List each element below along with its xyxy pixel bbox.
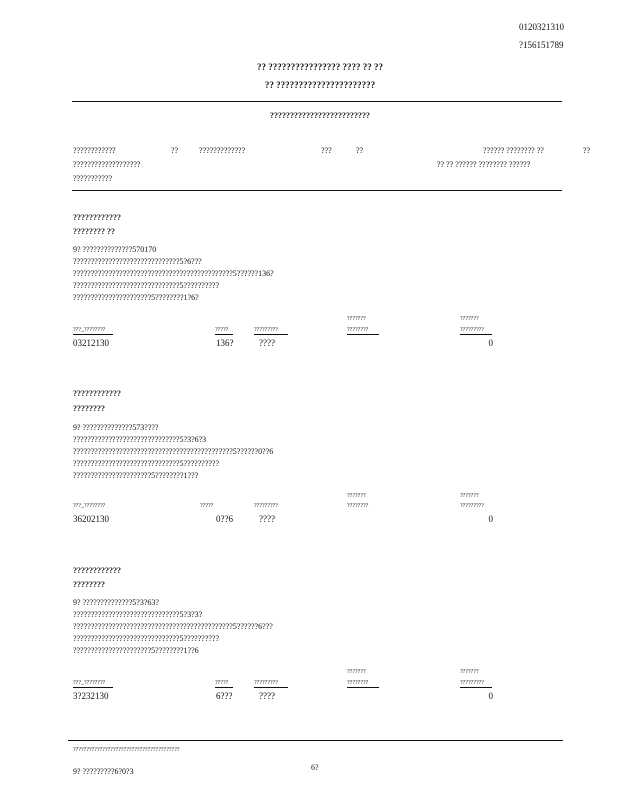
info-divider: [72, 190, 562, 191]
section-subheading: ????????: [73, 404, 105, 413]
info-line-2-right: ?? ?? ?????? ???????? ??????: [437, 160, 531, 169]
table-cell: 3?232130: [73, 691, 109, 701]
column-header: ???_????????: [73, 503, 106, 509]
info-label-2: ??: [171, 146, 179, 155]
info-label-1: ????????????: [73, 146, 116, 155]
column-header: ?????????: [254, 326, 288, 335]
section-heading: ????????????: [73, 566, 121, 575]
table-cell: 6???: [216, 691, 233, 701]
table-cell: 0: [488, 514, 493, 524]
section-line: ??????????????????????????????5??????????: [73, 459, 220, 468]
column-header: ?????: [215, 679, 233, 688]
section-line: ?????????????????????????????????????????????5??????136?: [73, 269, 274, 278]
footer-divider: [68, 740, 563, 741]
section-subheading: ???????? ??: [73, 227, 115, 236]
column-header-top: ???????: [347, 493, 366, 499]
section-line: 9? ??????????????5?3?63?: [73, 598, 159, 607]
table-cell: ????: [259, 691, 275, 701]
table-cell: 0??6: [216, 514, 233, 524]
section-heading: ????????????: [73, 389, 121, 398]
info-line-2: ???????????????????: [73, 160, 141, 169]
section-line: ??????????????????????5????????1?6?: [73, 293, 199, 302]
title-line-2: ?? ??????????????????????: [264, 80, 376, 90]
section-line: ??????????????????????????????5?3?6?3: [73, 435, 207, 444]
column-header-top: ???????: [347, 669, 366, 675]
column-header-top: ???????: [347, 316, 366, 322]
section-line: ??????????????????????5????????1??6: [73, 646, 199, 655]
section-line: 9? ??????????????570170: [73, 245, 157, 254]
section-line: 9? ??????????????573????: [73, 423, 159, 432]
table-cell: 03212130: [73, 338, 109, 348]
info-label-5: ??: [356, 146, 364, 155]
column-header: ???_????????: [73, 326, 113, 335]
section-line: ??????????????????????????????5??????????: [73, 634, 220, 643]
title-line-1: ?? ???????????????? ???? ?? ??: [257, 62, 383, 72]
column-header: ?????????: [254, 679, 288, 688]
title-divider: [72, 101, 562, 102]
section-heading: ????????????: [73, 213, 121, 222]
column-header: ?????: [200, 503, 214, 509]
column-header: ?????????: [460, 503, 484, 509]
section-line: ??????????????????????????????5?6???: [73, 257, 202, 266]
column-header: ?????????: [254, 503, 278, 509]
table-cell: 0: [488, 338, 493, 348]
page-number: 6?: [311, 763, 319, 772]
footer-note: ????????????????????????????????????????: [73, 747, 180, 753]
section-line: ?????????????????????????????????????????????5??????6???: [73, 622, 273, 631]
info-label-4: ???: [321, 146, 332, 155]
section-line: ??????????????????????????????5??????????: [73, 281, 220, 290]
column-header-top: ???????: [460, 493, 479, 499]
table-cell: ????: [259, 514, 275, 524]
column-header: ?????????: [460, 679, 492, 688]
table-cell: 136?: [216, 338, 234, 348]
column-header: ?????: [215, 326, 233, 335]
document-code: ?156151789: [519, 40, 564, 50]
column-header: ???_????????: [73, 679, 113, 688]
info-label-6: ?????? ???????? ??: [483, 146, 544, 155]
section-line: ??????????????????????????????5?3?3?: [73, 610, 203, 619]
section-line: ??????????????????????5????????1???: [73, 471, 199, 480]
document-number: 0120321310: [519, 22, 564, 32]
column-header: ????????: [347, 326, 379, 335]
table-cell: 0: [488, 691, 493, 701]
column-header-top: ???????: [460, 669, 479, 675]
section-line: ?????????????????????????????????????????????5??????0??6: [73, 447, 274, 456]
column-header: ????????: [347, 679, 379, 688]
column-header-top: ???????: [460, 316, 479, 322]
document-subtitle: ?????????????????????????: [270, 111, 370, 120]
table-cell: 36202130: [73, 514, 109, 524]
column-header: ????????: [347, 503, 369, 509]
info-label-3: ?????????????: [199, 146, 246, 155]
table-cell: ????: [259, 338, 275, 348]
column-header: ?????????: [460, 326, 492, 335]
footer-reference: 9? ?????????6?0?3: [73, 767, 134, 776]
info-line-3: ???????????: [73, 174, 113, 183]
section-subheading: ????????: [73, 580, 105, 589]
info-label-7: ??: [583, 146, 591, 155]
